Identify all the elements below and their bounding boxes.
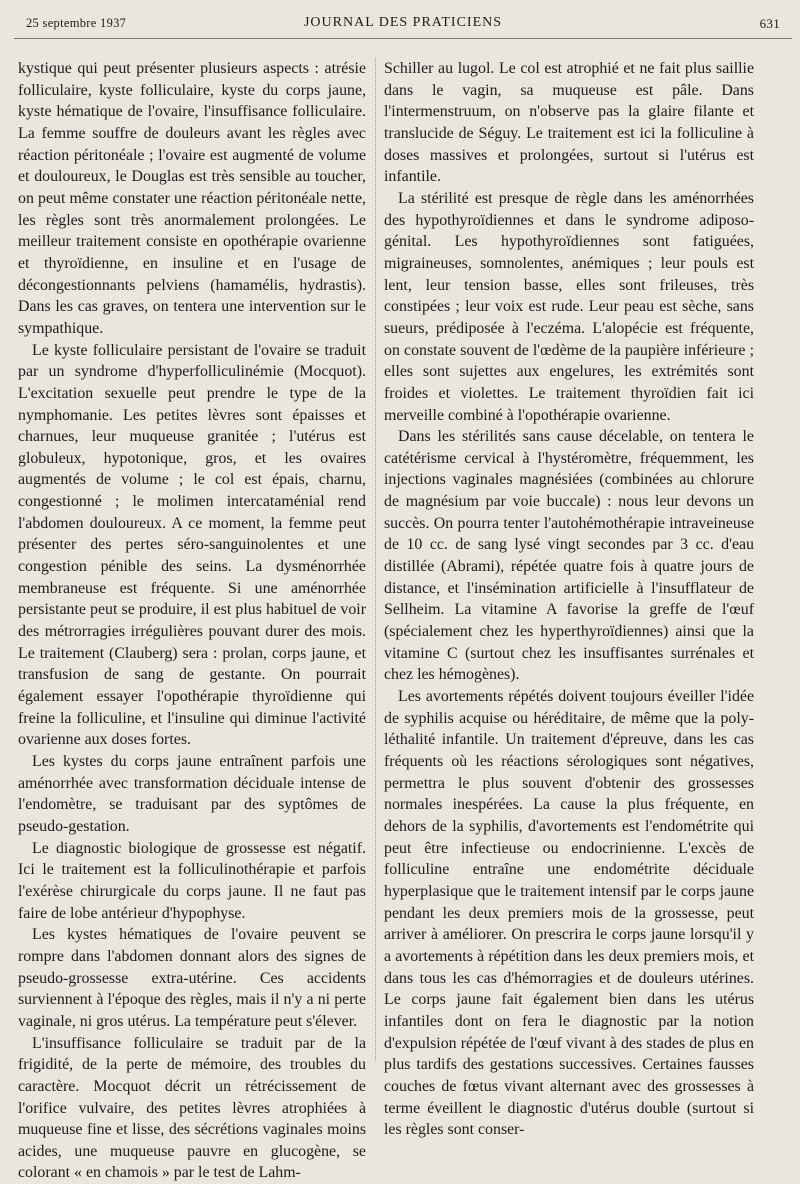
journal-title: JOURNAL DES PRATICIENS	[303, 15, 503, 30]
paragraph: Dans les stérilités sans cause décelable, on tentera le catétérisme cervical à l'hystéromètre, fréquemment, les injections vaginales magnésiées (combinées au chlorure de magnésium par voie buccale) : nous leur devons un succès. On pourra tenter l'autohémothérapie intraveineuse de 10 cc. de sang lysé vingt secondes par 3 cc. d'eau distillée (Abrami), répétée quatre fois à quatre jours de distance, et l'insémination artificielle à l'insufflateur de Sellheim. La vitamine A favorise la greffe de l'œuf (spécialement chez les hyperthyroïdiennes) ainsi que la vitamine C (surtout chez les insuffisantes surrénales et chez les hémogènes).	[384, 428, 754, 684]
paragraph: kystique qui peut présenter plusieurs aspects : atrésie folliculaire, kyste folliculaire, kyste du corps jaune, kyste hématique de l'ovaire, l'insuffisance folliculaire. La femme souffre de douleurs avant les règles avec réaction péritonéale ; l'ovaire est augmenté de volume et douloureux, le Douglas est très sensible au toucher, on peut même constater une réaction péritonéale nette, les règles sont très anormalement prolongées. Le meilleur traitement consiste en opothérapie ovarienne et thyroïdienne, en insuline et en l'usage de décongestionnants pelviens (hamamélis, hydrastis). Dans les cas graves, on tentera une intervention sur le sympathique.	[18, 60, 366, 337]
paragraph: Les kystes du corps jaune entraînent parfois une aménorrhée avec transformation déciduale intense de l'endomètre, se traduisant par des syptômes de pseudo-gestation.	[18, 753, 366, 835]
header-date: 25 septembre 1937	[26, 16, 127, 30]
right-column	[384, 58, 754, 1141]
header-rule	[14, 38, 792, 39]
paragraph: Les avortements répétés doivent toujours éveiller l'idée de syphilis acquise ou héréditaire, de même que la poly-léthalité infantile. Un traitement d'épreuve, dans les cas fréquents où les réactions sérologiques sont négatives, permettra le plus souvent d'obtenir des grossesses normales inespérées. La cause la plus fréquente, en dehors de la syphilis, d'avortements est l'endométrite qui peut être infectieuse ou endocrinienne. L'excès de folliculine entraîne une endométrite déciduale hyperplasique que le traitement intensif par le corps jaune pendant les deux premiers mois de la grossesse, peut arriver à améliorer. On prescrira le corps jaune lorsqu'il y a avortements à répétition dans les deux premiers mois, et dans tous les cas d'hémorragies et de douleurs utérines. Le corps jaune fait également bien dans les utérus infantiles dont on fera le diagnostic par la notion d'expulsion répétée de l'œuf vivant à des stades de plus en plus tardifs des gestations successives. Certaines fausses couches de fœtus vivant alternant avec des grossesses à terme éveillent le diagnostic d'utérus double (surtout si les règles sont conser-	[384, 688, 754, 1139]
running-header	[26, 14, 780, 36]
paragraph: Schiller au lugol. Le col est atrophié et ne fait plus saillie dans le vagin, sa muqueuse est pâle. Dans l'intermenstruum, on n'observe pas la glaire filante et translucide de Séguy. Le traitement est ici la folliculine à doses massives et prolongées, surtout si l'utérus est infantile.	[384, 60, 754, 186]
paragraph: Les kystes hématiques de l'ovaire peuvent se rompre dans l'abdomen donnant alors des signes de pseudo-grossesse extra-utérine. Ces accidents surviennent à l'époque des règles, mais il n'y a ni perte vaginale, ni gros utérus. La température peut s'élever.	[18, 926, 366, 1030]
left-column	[18, 58, 366, 1184]
column-divider	[375, 58, 376, 1061]
paragraph: Le diagnostic biologique de grossesse est négatif. Ici le traitement est la folliculinothérapie et parfois l'exérèse chirurgicale du corps jaune. Il ne faut pas faire de lobe antérieur d'hypophyse.	[18, 839, 366, 922]
page-number: 631	[759, 16, 780, 31]
paragraph: Le kyste folliculaire persistant de l'ovaire se traduit par un syndrome d'hyperfolliculinémie (Mocquot). L'excitation sexuelle peut prendre le type de la nymphomanie. Les petites lèvres sont épaisses et charnues, leur muqueuse granitée ; l'utérus est globuleux, hypotonique, gros, et les ovaires augmentés de volume ; le col est épais, charnu, congestionné ; le molimen intercataménial rend l'abdomen douloureux. A ce moment, la femme peut présenter des pertes séro-sanguinolentes et une congestion pénible des seins. La dysménorrhée membraneuse est fréquente. Si une aménorrhée persistante peut se produire, il est plus habituel de voir des métrorragies irrégulières pouvant durer des mois. Le traitement (Clauberg) sera : prolan, corps jaune, et transfusion de sang de gestante. On pourrait également essayer l'opothérapie thyroïdienne qui freine la folliculine, et l'insuline qui diminue l'activité ovarienne aux doses fortes.	[18, 341, 366, 749]
paragraph: L'insuffisance folliculaire se traduit par de la frigidité, de la perte de mémoire, des troubles du caractère. Mocquot décrit un rétrécissement de l'orifice vulvaire, des petites lèvres atrophiées à muqueuse fine et lisse, des sécrétions vaginales moins acides, une muqueuse pauvre en glucogène, se colorant « en chamois » par le test de Lahm-	[18, 1034, 366, 1182]
paragraph: La stérilité est presque de règle dans les aménorrhées des hypothyroïdiennes et dans le syndrome adiposo-génital. Les hypothyroïdiennes sont fatiguées, migraineuses, somnolentes, anémiques ; leur pouls est lent, leur tension basse, elles sont frileuses, très constipées ; leur voix est rude. Leur peau est sèche, sans sueurs, prédiposée à l'eczéma. L'alopécie est fréquente, on constate souvent de l'œdème de la paupière inférieure ; elles sont sujettes aux engelures, les extrémités sont froides et violettes. Le traitement thyroïdien fait ici merveille combiné à l'opothérapie ovarienne.	[384, 189, 754, 424]
